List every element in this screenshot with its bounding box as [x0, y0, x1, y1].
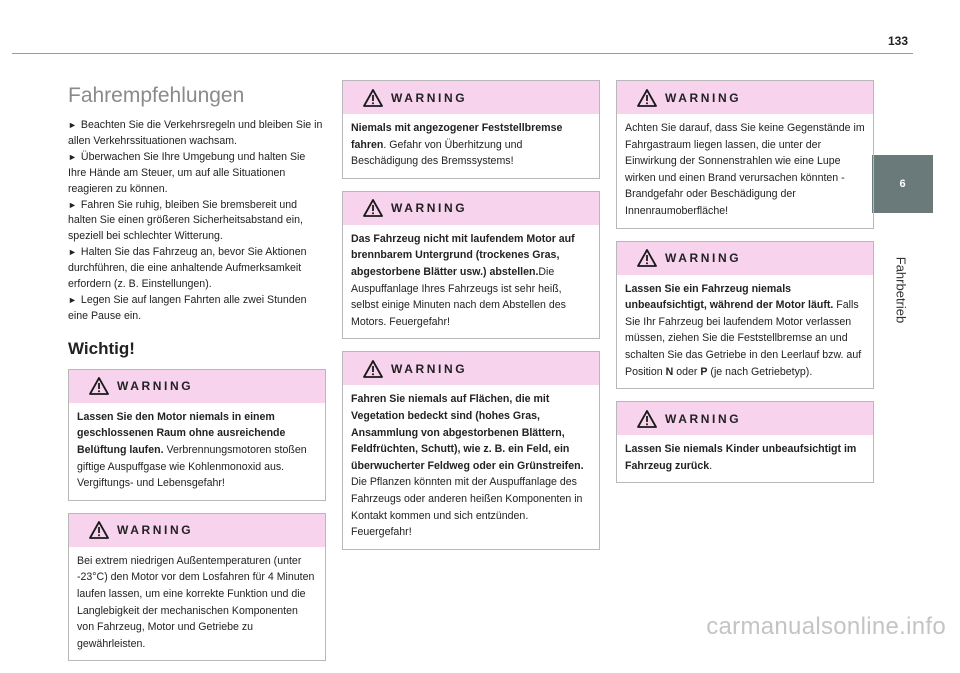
warning-text: Lassen Sie niemals Kinder unbeaufsichtigt im Fahrzeug zurück. [625, 443, 857, 472]
chapter-number: 6 [899, 178, 906, 190]
warning-title: WARNING [391, 361, 468, 376]
warning-box [68, 513, 326, 662]
warning-text: Fahren Sie niemals auf Flächen, die mit Vegetation bedeckt sind (hohes Gras, Ansammlung von abgestorbenen Blättern, Feldfrüchten, Schutt), wie z. B. ein Feld, ein überwucherter Feldweg oder ein Grünstreifen. Die Pflanzen könnten mit der Auspuffanlage des Fahrzeugs oder anderen heißen Komponenten in Kontakt kommen und sich entzünden. Feuergefahr! [351, 393, 584, 539]
column-left [68, 80, 326, 673]
warning-title: WARNING [665, 90, 742, 105]
warning-triangle-icon [363, 199, 383, 217]
warning-title: WARNING [665, 251, 742, 266]
warning-text: Bei extrem niedrigen Außentemperaturen (unter -23°C) den Motor vor dem Losfahren für 4 Minuten laufen lassen, um eine korrekte Funktion und die Langlebigkeit der mechanischen Komponenten von Fahrzeug, Motor und Getriebe zu gewährleisten. [77, 554, 315, 650]
chapter-tab[interactable] [872, 155, 933, 213]
warning-header [343, 81, 599, 114]
warning-title: WARNING [665, 411, 742, 426]
warning-triangle-icon [89, 377, 109, 395]
warning-header [617, 242, 873, 275]
arrow-icon: ► [68, 294, 77, 305]
warning-header [343, 192, 599, 225]
warning-box [616, 401, 874, 483]
column-middle [342, 80, 600, 562]
list-item: ► Halten Sie das Fahrzeug an, bevor Sie Aktionen durchführen, die eine anhaltende Aufmerksamkeit erfordern (z. B. Einstellungen). [68, 246, 307, 291]
warning-triangle-icon [363, 360, 383, 378]
column-right [616, 80, 874, 495]
warning-triangle-icon [637, 410, 657, 428]
section-heading: Fahrempfehlungen [68, 84, 245, 107]
warning-triangle-icon [363, 89, 383, 107]
warning-box [342, 80, 600, 179]
warning-box [68, 369, 326, 501]
arrow-icon: ► [68, 120, 77, 130]
page-number: 133 [887, 34, 908, 48]
watermark: carmanualsonline.info [706, 613, 946, 640]
warning-text: Achten Sie darauf, dass Sie keine Gegenstände im Fahrgastraum liegen lassen, die unter der Einwirkung der Sonnenstrahlen wie eine Lupe wirken und einen Brand verursachen könnten - Brandgefahr oder Beschädigung der Innenraumoberfläche! [625, 122, 865, 217]
important-heading: Wichtig! [68, 338, 135, 358]
list-item: ► Überwachen Sie Ihre Umgebung und halten Sie Ihre Hände am Steuer, um auf alle Situationen reagieren zu können. [68, 150, 306, 195]
warning-header [617, 81, 873, 114]
warning-triangle-icon [637, 249, 657, 267]
arrow-icon: ► [68, 151, 77, 162]
warning-text: Niemals mit angezogener Feststellbremse fahren. Gefahr von Überhitzung und Beschädigung des Bremssystems! [351, 122, 563, 168]
warning-triangle-icon [637, 89, 657, 107]
list-item: ► Fahren Sie ruhig, bleiben Sie bremsbereit und halten Sie einen größeren Sicherheitsabstand ein, speziell bei schlechter Witterung. [68, 198, 303, 243]
header-divider [12, 53, 913, 54]
chapter-title: Fahrbetrieb [893, 256, 909, 324]
warning-box [616, 80, 874, 229]
warning-box [616, 241, 874, 390]
list-item: ► Beachten Sie die Verkehrsregeln und bleiben Sie in allen Verkehrssituationen wachsam. [68, 119, 323, 147]
warning-title: WARNING [391, 201, 468, 216]
warning-box [342, 351, 600, 549]
list-item: ► Legen Sie auf langen Fahrten alle zwei Stunden eine Pause ein. [68, 293, 307, 322]
warning-text: Lassen Sie ein Fahrzeug niemals unbeaufsichtigt, während der Motor läuft. Falls Sie Ihr Fahrzeug bei laufendem Motor verlassen müssen, ziehen Sie die Feststellbremse an und schalten Sie das Getriebe in den Leerlauf bzw. auf Position N oder P (je nach Getriebetyp). [625, 282, 862, 378]
warning-box [342, 191, 600, 340]
warning-title: WARNING [117, 523, 194, 538]
arrow-icon: ► [68, 247, 77, 258]
warning-header [69, 370, 325, 403]
warning-header [617, 402, 873, 435]
driving-tips-list [68, 118, 326, 325]
warning-text: Lassen Sie den Motor niemals in einem geschlossenen Raum ohne ausreichende Belüftung laufen. Verbrennungsmotoren stoßen giftige Auspuffgase wie Kohlenmonoxid aus. Vergiftungs- und Lebensgefahr! [77, 410, 307, 490]
warning-triangle-icon [89, 521, 109, 539]
warning-title: WARNING [117, 379, 194, 394]
arrow-icon: ► [68, 199, 77, 210]
warning-text: Das Fahrzeug nicht mit laufendem Motor auf brennbarem Untergrund (trockenes Gras, abgestorbene Blätter usw.) abstellen.Die Auspuffanlage Ihres Fahrzeugs ist sehr heiß, selbst einige Minuten nach dem Abstellen des Motors. Feuergefahr! [351, 232, 575, 328]
warning-title: WARNING [391, 90, 468, 105]
warning-header [343, 352, 599, 385]
warning-header [69, 514, 325, 547]
